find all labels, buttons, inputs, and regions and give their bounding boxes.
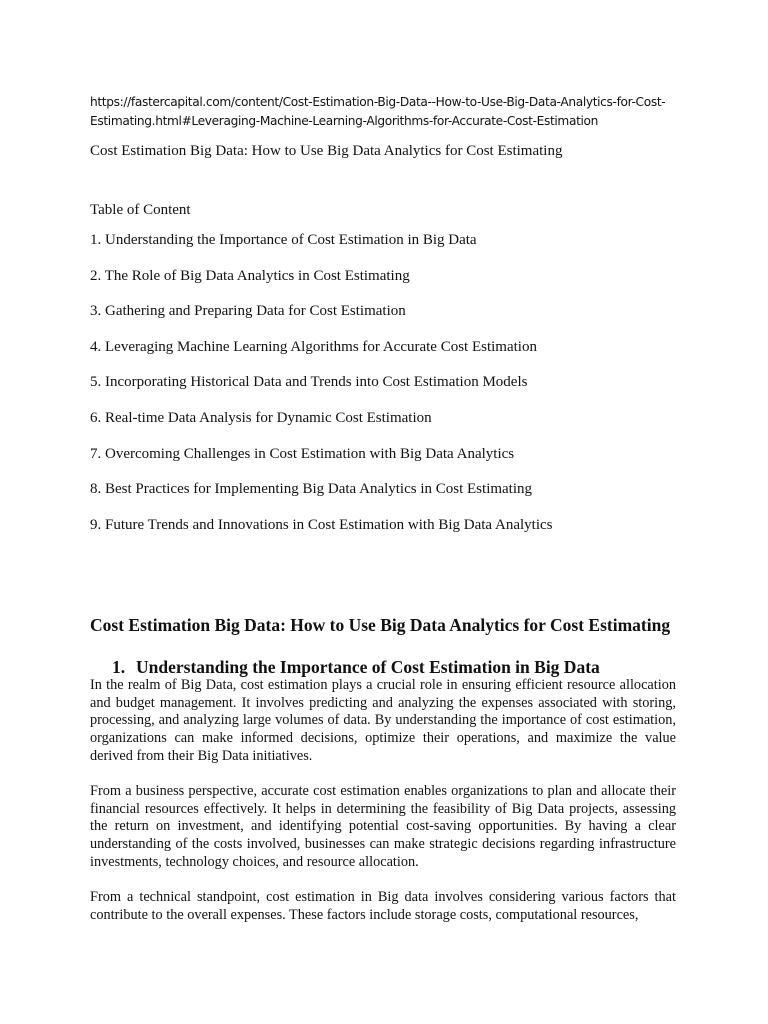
toc-item-9: 9. Future Trends and Innovations in Cost Estimation with Big Data Analytics	[90, 516, 553, 533]
article-title: Cost Estimation Big Data: How to Use Big Data Analytics for Cost Estimating	[90, 615, 671, 635]
toc-heading: Table of Content	[90, 202, 191, 218]
document-title: Cost Estimation Big Data: How to Use Big Data Analytics for Cost Estimating	[90, 143, 563, 159]
toc-item-7: 7. Overcoming Challenges in Cost Estimation with Big Data Analytics	[90, 445, 515, 462]
paragraph-2: From a business perspective, accurate cost estimation enables organizations to plan and allocate their financial resources effectively. It helps in determining the feasibility of Big Data projects, assessing the return on investment, and identifying potential cost-saving opportunities. By having a clear understanding of the costs involved, businesses can make strategic decisions regarding infrastructure investments, technology choices, and resource allocation.	[90, 783, 676, 870]
section-heading	[112, 656, 600, 678]
toc-item-8: 8. Best Practices for Implementing Big Data Analytics in Cost Estimating	[90, 481, 533, 498]
toc-item-1: 1. Understanding the Importance of Cost Estimation in Big Data	[90, 232, 477, 248]
toc-item-6: 6. Real-time Data Analysis for Dynamic Cost Estimation	[90, 409, 432, 426]
toc-item-4: 4. Leveraging Machine Learning Algorithms for Accurate Cost Estimation	[90, 338, 537, 355]
toc-item-3: 3. Gathering and Preparing Data for Cost Estimation	[90, 303, 406, 320]
table-of-contents	[90, 230, 553, 550]
section-heading-text: Understanding the Importance of Cost Estimation in Big Data	[136, 657, 600, 677]
section-body	[90, 677, 676, 924]
source-url: https://fastercapital.com/content/Cost-Estimation-Big-Data--How-to-Use-Big-Data-Analytics-for-Cost-Estimating.html#Leveraging-Machine-Learning-Algorithms-for-Accurate-Cost-Estimation	[90, 95, 666, 128]
section-number: 1.	[112, 657, 126, 677]
paragraph-1: In the realm of Big Data, cost estimation plays a crucial role in ensuring efficient resource allocation and budget management. It involves predicting and analyzing the expenses associated with storing, processing, and analyzing large volumes of data. By understanding the importance of cost estimation, organizations can make informed decisions, optimize their operations, and maximize the value derived from their Big Data initiatives.	[90, 677, 676, 764]
toc-item-2: 2. The Role of Big Data Analytics in Cost Estimating	[90, 267, 410, 284]
toc-item-5: 5. Incorporating Historical Data and Trends into Cost Estimation Models	[90, 374, 528, 391]
paragraph-3: From a technical standpoint, cost estimation in Big data involves considering various factors that contribute to the overall expenses. These factors include storage costs, computational resources,	[90, 889, 676, 923]
